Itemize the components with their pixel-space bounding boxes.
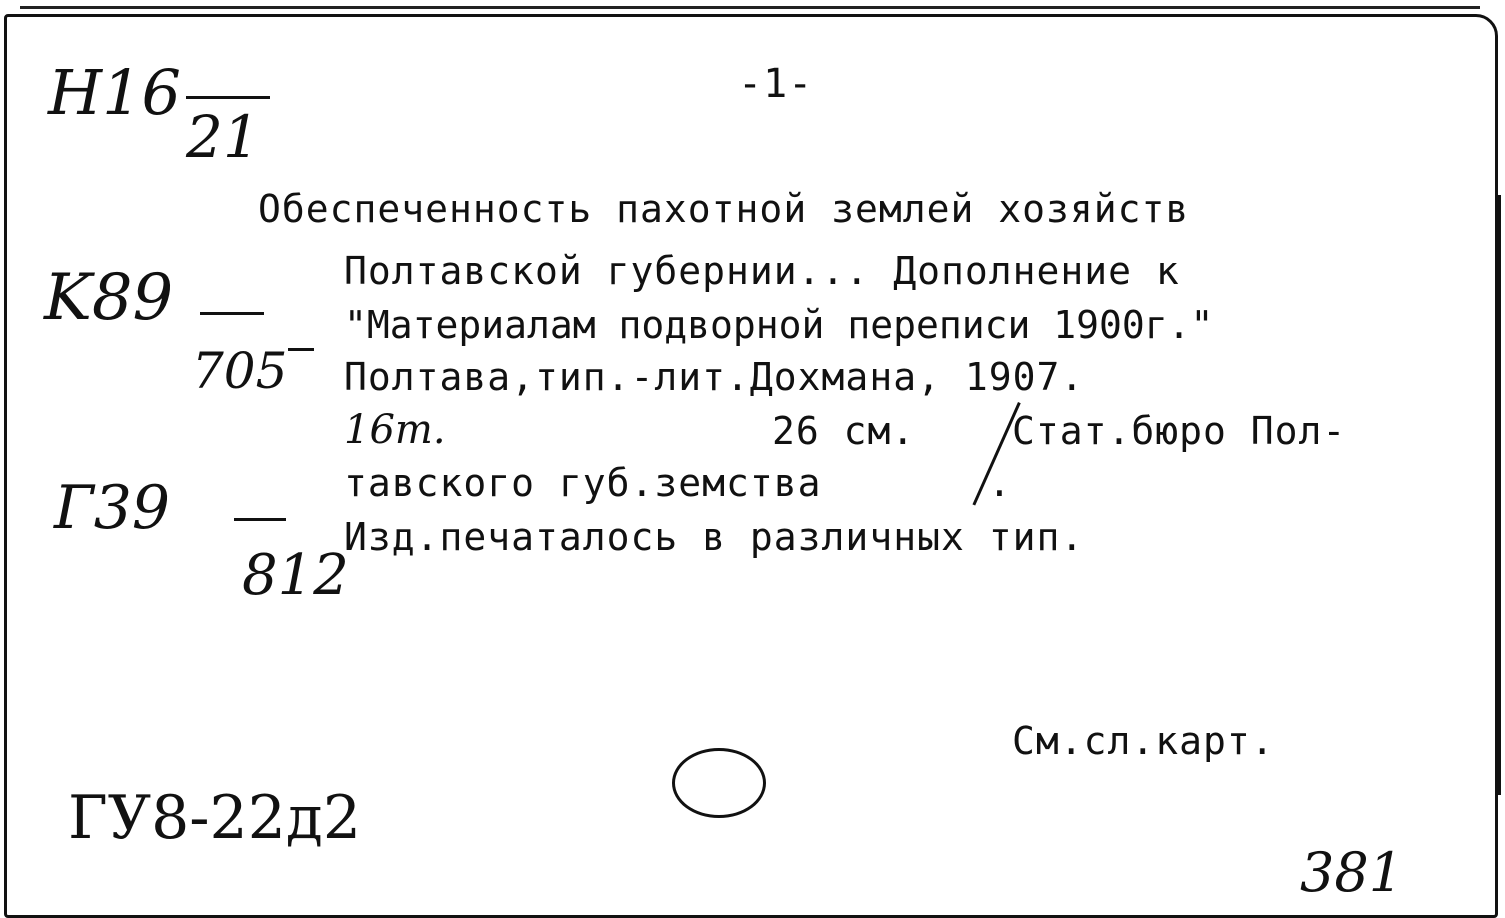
card-top-edge [20,6,1480,9]
shelf-mark-k89-top: K89 [44,261,174,335]
note-line: Изд.печаталось в различных тип. [344,515,1085,559]
title-line-3: "Материалам подворной переписи 1900г." [344,303,1214,347]
shelf-mark-h16-bottom: 21 [186,103,260,171]
extent-size: 26 см. [772,409,916,453]
series-line-2: тавского губ.земства [344,461,822,505]
shelf-mark-r39-top: Г39 [54,473,171,543]
card-number: 381 [1300,841,1404,904]
shelf-mark-k89-overline [288,348,314,351]
shelf-mark-r39-rule [234,518,286,521]
imprint-line: Полтава,тип.-лит.Дохмана, 1907. [344,355,1085,399]
title-line-2: Полтавской губернии... Дополнение к [344,249,1180,293]
shelf-mark-k89-bottom: 705 [192,342,288,400]
extent-pages: 16т. [344,407,446,453]
series-line-1: Стат.бюро Пол- [1012,409,1347,453]
location-code: ГУ8-22д2 [68,783,361,853]
shelf-mark-h16-rule [186,96,270,99]
card-right-edge [1497,195,1501,795]
shelf-mark-r39-bottom: 812 [242,543,349,608]
title-line-1: Обеспеченность пахотной землей хозяйств [258,187,1190,231]
shelf-mark-h16-top: H16 [48,56,181,129]
punch-hole-oval [672,748,766,818]
see-next-card: См.сл.карт. [1012,719,1275,763]
shelf-mark-k89-rule [200,312,264,315]
page-number: -1- [738,61,814,107]
series-end: . [988,461,1012,505]
